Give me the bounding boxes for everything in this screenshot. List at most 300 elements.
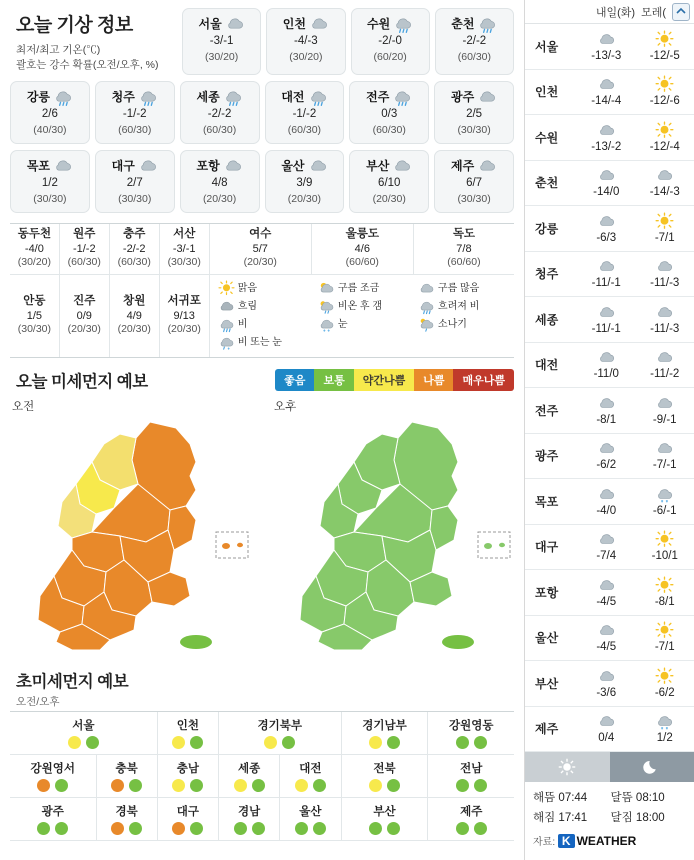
region-name: 경북 (115, 805, 138, 818)
region-name: 대구 (176, 805, 199, 818)
header-sub1: 최저/최고 기온(℃) (16, 44, 101, 56)
legend-item (218, 280, 314, 297)
city-precip-prob: (60/60) (447, 256, 481, 269)
source-line (525, 833, 694, 848)
pm25-dot-pm (190, 822, 203, 835)
city-name: 부산 (366, 159, 390, 174)
pm25-dots (97, 779, 157, 792)
region-name: 서울 (72, 719, 95, 732)
table-city-cell (59, 224, 109, 274)
forecast-dayafter (636, 257, 694, 290)
city-temp: 7/8 (456, 242, 472, 255)
city-name: 목포 (26, 159, 50, 174)
rainsnow-icon (218, 334, 235, 351)
city-temp: 6/7 (466, 177, 483, 190)
legend-label: 구름 조금 (337, 282, 380, 294)
rain-icon (218, 316, 235, 333)
legend-item (318, 316, 414, 333)
table-city-cell (10, 224, 59, 274)
forecast-dayafter-temp: -7/1 (654, 641, 675, 654)
today-top-section (0, 0, 524, 75)
forecast-tomorrow-temp: -14/0 (593, 186, 620, 199)
forecast-tomorrow-temp: -6/2 (596, 459, 617, 472)
forecast-dayafter-temp: -11/-2 (650, 368, 680, 381)
cloud-icon (477, 156, 497, 176)
pm25-region-cell (280, 754, 341, 797)
sun-icon (636, 576, 694, 595)
forecast-dayafter-temp: -12/-4 (649, 140, 680, 153)
cloud-icon (577, 712, 636, 731)
legend-label: 흐려져 비 (437, 300, 480, 312)
city-name: 청주 (111, 90, 135, 105)
forecast-tomorrow-temp: -4/0 (596, 504, 617, 517)
cloud-icon (636, 166, 694, 185)
city-temp: 6/10 (378, 177, 401, 190)
pm25-dot-am (369, 736, 382, 749)
forecast-row (525, 388, 694, 434)
cloud-icon (138, 156, 158, 176)
pm25-dot-pm (313, 779, 326, 792)
forecast-tomorrow (577, 75, 636, 108)
pm25-dot-pm (55, 822, 68, 835)
today-cards-row-3 (0, 144, 524, 213)
cloud-icon (577, 30, 636, 49)
sun-moon-times (525, 782, 694, 825)
rain-icon (393, 14, 413, 34)
city-temp: -2/-0 (378, 35, 402, 47)
forecast-dayafter (636, 75, 694, 108)
legend-label: 맑음 (237, 282, 258, 294)
forecast-tomorrow-temp: 0/4 (598, 732, 615, 745)
table-city-cell (159, 274, 209, 357)
overcast-icon (218, 298, 235, 315)
region-name: 강원영서 (30, 762, 75, 775)
table-city-cell (159, 224, 209, 274)
header-subtitle (16, 43, 170, 73)
city-name: 동두천 (17, 227, 52, 240)
forecast-tomorrow-temp: -4/5 (596, 641, 617, 654)
cloud-icon (636, 257, 694, 276)
korea-map-am-svg (0, 410, 262, 660)
city-temp: 4/6 (354, 242, 370, 255)
table-row (10, 224, 514, 274)
pm25-dot-am (456, 822, 469, 835)
city-temp: 5/7 (252, 242, 268, 255)
header-sub2: 괄호는 강수 확률(오전/오후, %) (16, 59, 159, 72)
pm25-dots (219, 779, 279, 792)
city-name: 대구 (111, 159, 135, 174)
legend-label: 비 또는 눈 (237, 336, 282, 348)
pm25-region-cell (341, 712, 428, 755)
forecast-city: 인천 (535, 85, 559, 100)
dust-map-pm (262, 396, 524, 666)
pm25-dots (280, 822, 340, 835)
forecast-dayafter (636, 348, 694, 381)
pm25-dots (10, 822, 96, 835)
forecast-tomorrow-temp: -4/5 (596, 595, 617, 608)
pm25-dots (428, 822, 514, 835)
pm25-region-cell (157, 712, 218, 755)
table-city-cell (209, 224, 311, 274)
pm25-dot-am (456, 736, 469, 749)
city-temp: -2/-2 (207, 108, 232, 121)
legend-label: 소나기 (437, 318, 467, 330)
forecast-tomorrow (577, 303, 636, 336)
city-precip-prob: (30/20) (17, 256, 52, 269)
city-weather-card (265, 81, 345, 144)
forecast-row (525, 161, 694, 207)
pm25-region-cell (10, 797, 96, 840)
city-name: 서울 (198, 16, 222, 31)
sun-icon (218, 280, 235, 297)
forecast-dayafter (636, 667, 694, 700)
forecast-city: 울산 (535, 631, 559, 646)
region-name: 전북 (373, 762, 396, 775)
city-precip-prob: (60/30) (202, 123, 237, 136)
city-temp: 9/13 (173, 309, 195, 322)
pm25-grid (10, 711, 514, 841)
forecast-city: 세종 (535, 312, 559, 327)
forecast-row (525, 661, 694, 707)
cloud-icon (577, 75, 636, 94)
pm25-region-cell (219, 754, 280, 797)
cloud-icon (309, 14, 329, 34)
forecast-tomorrow-temp: -11/-1 (591, 322, 621, 335)
table-city-cell (10, 274, 59, 357)
city-precip-prob: (30/30) (17, 322, 52, 335)
city-name: 대전 (281, 90, 305, 105)
cloud-icon (223, 156, 243, 176)
city-name: 독도 (452, 227, 476, 240)
city-weather-card (10, 150, 90, 213)
forecast-row (525, 616, 694, 662)
moonrise-label: 달뜸 (610, 792, 633, 804)
forecast-dayafter (636, 394, 694, 427)
forecast-dayafter-temp: -8/1 (654, 595, 675, 608)
forecast-tomorrow-temp: -11/-1 (591, 277, 621, 290)
city-name: 광주 (450, 90, 475, 105)
pm25-dot-am (295, 779, 308, 792)
city-name: 서산 (173, 227, 196, 240)
forecast-city: 서울 (535, 39, 559, 54)
pm25-dot-am (111, 822, 124, 835)
cloud-icon (308, 156, 328, 176)
forecast-dayafter (636, 439, 694, 472)
forecast-tomorrow (577, 485, 636, 518)
city-temp: 1/5 (26, 309, 43, 322)
rainlater-icon (318, 298, 335, 315)
city-weather-card (434, 150, 514, 213)
city-temp: 4/9 (126, 309, 142, 322)
cloud-icon (577, 303, 636, 322)
forecast-city: 강릉 (535, 221, 559, 236)
sun-icon (636, 121, 694, 140)
pm25-region-cell (219, 797, 280, 840)
pm25-dot-pm (129, 822, 142, 835)
pm25-title: 초미세먼지 예보 (16, 672, 129, 691)
table-city-cell (413, 224, 514, 274)
pm25-region-cell (96, 754, 157, 797)
moonset-label: 달짐 (610, 812, 633, 824)
region-name: 충북 (115, 762, 138, 775)
forecast-city: 목포 (535, 494, 559, 509)
city-name: 안동 (23, 294, 46, 307)
moon-icon (610, 752, 694, 782)
city-name: 인천 (282, 16, 306, 31)
city-precip-prob: (60/30) (457, 50, 492, 63)
pm25-dot-am (456, 779, 469, 792)
forecast-dayafter (636, 530, 694, 563)
forecast-header (525, 0, 694, 24)
pm25-dot-pm (387, 779, 400, 792)
forecast-tomorrow (577, 530, 636, 563)
forecast-row (525, 525, 694, 571)
pm25-dot-pm (252, 779, 265, 792)
pm25-dot-pm (86, 736, 99, 749)
forecast-dayafter-temp: -12/-6 (649, 95, 680, 108)
region-name: 전남 (460, 762, 483, 775)
city-weather-card (266, 8, 345, 75)
pm25-dots (342, 779, 428, 792)
pm25-dots (428, 736, 514, 749)
pm25-region-cell (96, 797, 157, 840)
forecast-dayafter-temp: -9/-1 (652, 413, 677, 426)
header (0, 0, 182, 75)
forecast-row (525, 115, 694, 161)
legend-item (218, 298, 314, 315)
city-name: 울릉도 (345, 227, 379, 240)
sun-icon (636, 530, 694, 549)
dust-header (0, 358, 524, 392)
pm25-subtitle: 오전/오후 (16, 695, 60, 708)
pm25-dot-am (68, 736, 81, 749)
city-precip-prob: (30/30) (457, 123, 491, 136)
cloud-icon (636, 303, 694, 322)
cloud-icon (577, 348, 636, 367)
city-name: 진주 (73, 294, 96, 307)
forecast-row (525, 343, 694, 389)
dust-map-am-label: 오전 (12, 400, 35, 413)
city-weather-card (180, 81, 260, 144)
forecast-tomorrow (577, 667, 636, 700)
cloud-icon (636, 394, 694, 413)
forecast-row (525, 297, 694, 343)
cloud-icon (477, 87, 497, 107)
forecast-dayafter-temp: -11/-3 (650, 322, 680, 335)
dust-grade-legend (275, 369, 514, 391)
city-name: 제주 (450, 159, 475, 174)
cloud-icon (577, 212, 636, 231)
pm25-dots (219, 736, 341, 749)
pm25-dots (428, 779, 514, 792)
forecast-row (525, 707, 694, 753)
pm25-dots (158, 822, 218, 835)
pm25-dot-am (264, 736, 277, 749)
table-city-cell (311, 224, 413, 274)
legend-item (318, 298, 414, 315)
city-weather-card (265, 150, 345, 213)
city-weather-card (95, 150, 175, 213)
forecast-row (525, 24, 694, 70)
city-name: 충주 (123, 227, 146, 240)
region-name: 경기북부 (257, 719, 302, 732)
sun-icon (525, 752, 610, 782)
city-weather-card (349, 81, 429, 144)
right-panel (524, 0, 694, 860)
legend-item (218, 334, 314, 351)
rain-icon (223, 87, 243, 107)
region-name: 광주 (41, 805, 64, 818)
region-name: 울산 (299, 805, 322, 818)
city-precip-prob: (30/30) (118, 192, 152, 205)
city-precip-prob: (30/20) (289, 50, 323, 63)
forecast-dayafter-temp: -12/-5 (649, 49, 680, 62)
forecast-city: 부산 (535, 676, 559, 691)
today-cards-row-1 (182, 0, 524, 75)
forecast-city: 청주 (535, 267, 559, 282)
partly-icon (318, 280, 335, 297)
cloud-icon (225, 14, 245, 34)
pm25-dot-am (37, 822, 50, 835)
sun-icon (636, 212, 694, 231)
cloud-icon (418, 280, 435, 297)
city-name: 여수 (249, 227, 272, 240)
pm25-dot-am (172, 822, 185, 835)
forecast-tomorrow (577, 30, 636, 63)
legend-label: 흐림 (237, 300, 258, 312)
region-name: 강원영동 (449, 719, 494, 732)
pm25-dots (342, 736, 428, 749)
sun-moon-bar (525, 752, 694, 782)
legend-label: 비온 후 갬 (337, 300, 383, 312)
forecast-tomorrow-temp: -3/6 (596, 686, 617, 699)
city-precip-prob: (30/30) (167, 256, 201, 269)
forecast-city: 제주 (535, 722, 559, 737)
moonset-value: 18:00 (635, 812, 665, 824)
forecast-city: 광주 (535, 449, 559, 464)
shower-icon (418, 316, 435, 333)
pm25-region-cell (428, 797, 514, 840)
city-weather-card (434, 81, 514, 144)
forecast-tomorrow-temp: -11/0 (593, 368, 619, 381)
region-name: 제주 (460, 805, 483, 818)
forecast-dayafter-temp: -14/-3 (649, 186, 680, 199)
pm25-dot-am (369, 779, 382, 792)
brand-logo (558, 834, 636, 848)
pm25-dots (342, 822, 428, 835)
city-temp: -3/-1 (209, 35, 234, 47)
table-city-cell (109, 274, 159, 357)
pm25-dot-pm (55, 779, 68, 792)
sun-icon (636, 30, 694, 49)
city-precip-prob: (30/30) (457, 192, 491, 205)
forecast-city: 대전 (535, 358, 559, 373)
pm25-dot-am (111, 779, 124, 792)
city-name: 수원 (367, 16, 391, 31)
table-row (10, 274, 514, 357)
sunset (533, 809, 611, 825)
rain-icon (392, 87, 412, 107)
city-precip-prob: (60/30) (372, 123, 406, 136)
pm25-region-cell (219, 712, 342, 755)
forecast-row (525, 479, 694, 525)
rain-icon (53, 87, 73, 107)
cloud-icon (577, 621, 636, 640)
region-name: 대전 (299, 762, 322, 775)
forecast-dayafter (636, 621, 694, 654)
korea-map-pm-svg (262, 410, 524, 660)
legend-item (218, 316, 314, 333)
pm25-region-cell (10, 712, 157, 755)
dust-maps (0, 396, 524, 666)
pm25-dots (280, 779, 340, 792)
city-temp: 1/2 (41, 177, 58, 190)
city-name: 창원 (123, 294, 146, 307)
table-city-cell (59, 274, 109, 357)
snow-icon (318, 316, 335, 333)
city-temp: -2/-2 (462, 35, 487, 47)
grade-보통: 보통 (314, 369, 353, 391)
expand-icon[interactable] (672, 3, 690, 21)
sunrise (533, 789, 611, 805)
forecast-row (525, 570, 694, 616)
pm25-region-cell (428, 712, 514, 755)
moonrise-value: 08:10 (635, 792, 665, 804)
forecast-tomorrow (577, 394, 636, 427)
pm25-dot-am (234, 822, 247, 835)
cloud-icon (577, 166, 636, 185)
city-name: 서귀포 (167, 294, 201, 307)
forecast-tomorrow (577, 212, 636, 245)
forecast-tomorrow-temp: -7/4 (596, 550, 617, 563)
legend-label: 구름 많음 (437, 282, 480, 294)
city-weather-card (180, 150, 260, 213)
region-name: 세종 (238, 762, 261, 775)
city-precip-prob: (20/30) (372, 192, 406, 205)
today-header-block (0, 0, 182, 75)
legend-item (418, 298, 514, 315)
today-cards-row-2 (0, 75, 524, 144)
forecast-dayafter (636, 30, 694, 63)
city-weather-card (10, 81, 90, 144)
legend-label: 눈 (337, 318, 348, 330)
sunset-label: 해짐 (533, 812, 556, 824)
dust-map-pm-label: 오후 (274, 400, 297, 413)
pm25-row (10, 712, 514, 755)
forecast-dayafter (636, 485, 694, 518)
forecast-tomorrow-temp: -13/-2 (591, 140, 622, 153)
pm25-dot-pm (252, 822, 265, 835)
forecast-row (525, 206, 694, 252)
forecast-rows (525, 24, 694, 752)
rain-icon (477, 14, 497, 34)
forecast-tomorrow (577, 121, 636, 154)
city-precip-prob: (20/30) (202, 192, 237, 205)
city-temp: 0/3 (381, 108, 398, 121)
weather-icon-legend (216, 278, 514, 353)
cloud-icon (636, 439, 694, 458)
forecast-tomorrow (577, 166, 636, 199)
legend-label: 비 (237, 318, 248, 330)
city-temp: 2/6 (41, 108, 58, 121)
forecast-dayafter (636, 712, 694, 745)
pm25-dot-pm (313, 822, 326, 835)
forecast-head-tomorrow: 내일(화) (595, 6, 636, 19)
forecast-dayafter-temp: -6/2 (654, 686, 675, 699)
city-name: 전주 (366, 90, 390, 105)
city-weather-card (351, 8, 430, 75)
city-weather-card (182, 8, 261, 75)
